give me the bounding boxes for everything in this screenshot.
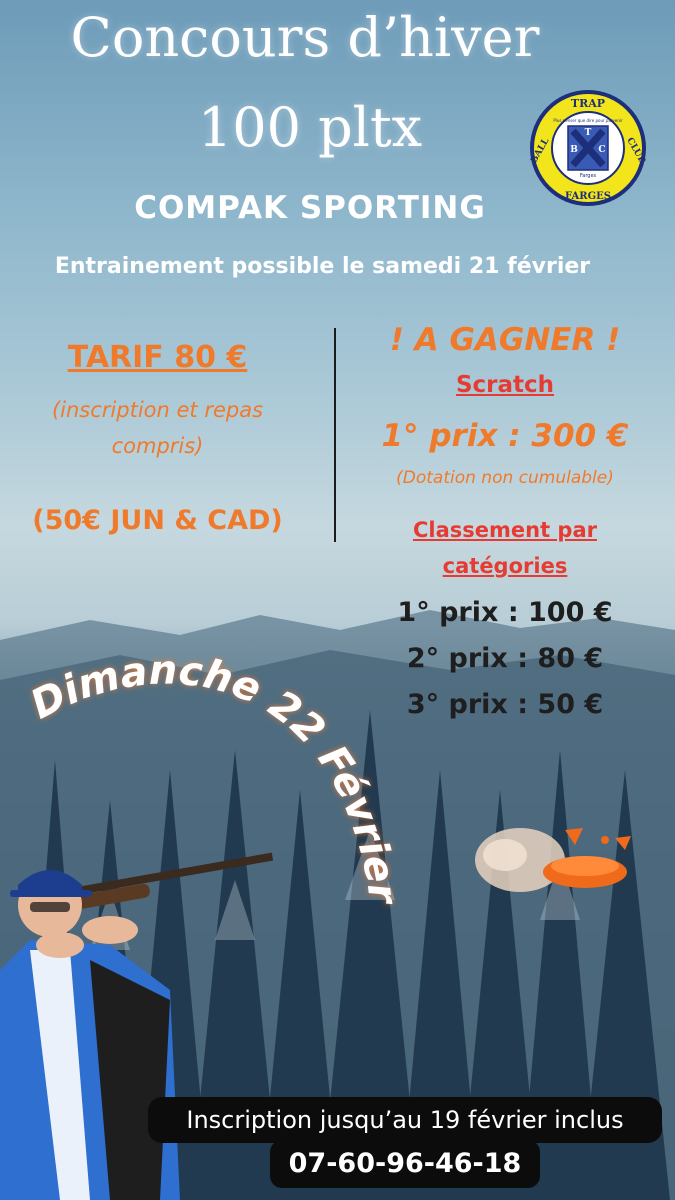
classement-line-1: Classement par bbox=[412, 518, 597, 542]
classement-heading bbox=[345, 512, 665, 584]
category-prize-2: 2° prix : 80 € bbox=[406, 643, 604, 674]
logo-motto: Plus penser que dire pour parvenir bbox=[553, 118, 623, 123]
tarif-heading: TARIF 80 € bbox=[67, 340, 248, 375]
category-prize-1: 1° prix : 100 € bbox=[397, 597, 613, 628]
registration-deadline: Inscription jusqu’au 19 février inclus bbox=[148, 1097, 662, 1143]
scratch-label: Scratch bbox=[455, 372, 555, 398]
contact-phone[interactable]: 07-60-96-46-18 bbox=[270, 1140, 540, 1188]
clay-target-image bbox=[465, 810, 645, 910]
logo-letter-c: C bbox=[598, 145, 606, 155]
dotation-note: (Dotation non cumulable) bbox=[396, 468, 614, 488]
tarif-note-line-2: compris) bbox=[111, 434, 204, 458]
discipline-subtitle: COMPAK SPORTING bbox=[134, 190, 486, 226]
tarif-note-line-1: (inscription et repas bbox=[51, 398, 264, 422]
logo-letter-t: T bbox=[584, 128, 592, 138]
training-note: Entrainement possible le samedi 21 février bbox=[54, 254, 591, 279]
classement-line-2: catégories bbox=[442, 554, 568, 578]
tarif-reduced: (50€ JUN & CAD) bbox=[32, 505, 283, 536]
logo-letter-b: B bbox=[570, 145, 578, 155]
category-prize-3: 3° prix : 50 € bbox=[406, 689, 604, 720]
title-line-2: 100 pltx bbox=[197, 96, 423, 159]
logo-right-text: CLUB bbox=[624, 136, 648, 166]
logo-bottom-text: FARGES bbox=[565, 191, 611, 202]
title-line-1: Concours d’hiver bbox=[70, 6, 540, 69]
tarif-note bbox=[20, 392, 295, 464]
event-date-word-2: 22 bbox=[260, 681, 334, 754]
logo-top-text: TRAP bbox=[570, 97, 606, 110]
column-divider bbox=[334, 328, 336, 542]
event-date-word-1: Dimanche bbox=[23, 650, 268, 729]
logo-inner-text: Farges bbox=[579, 173, 597, 179]
shooter-image bbox=[0, 850, 275, 1200]
scratch-first-prize: 1° prix : 300 € bbox=[381, 418, 629, 454]
prizes-heading: ! A GAGNER ! bbox=[389, 322, 621, 358]
logo-left-text: BALL bbox=[529, 136, 552, 166]
event-date-word-3: Février bbox=[308, 737, 406, 906]
